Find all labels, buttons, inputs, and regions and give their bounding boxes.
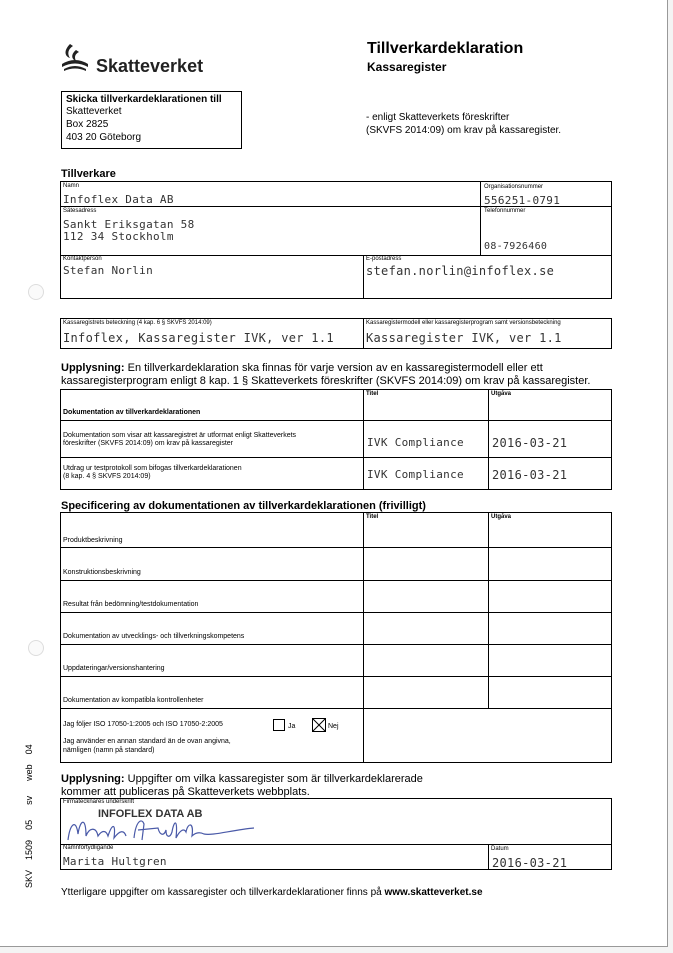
spec-row-label: Resultat från bedömning/testdokumentation	[63, 601, 199, 608]
handwritten-signature[interactable]	[62, 810, 262, 848]
info-note: kassaregisterprogram enligt 8 kap. 1 § Skatteverkets föreskrifter (SKVFS 2014:09) om krav på kassaregister.	[61, 375, 591, 387]
other-standard-text: nämligen (namn på standard)	[63, 747, 155, 754]
send-to-line: Skatteverket	[66, 106, 122, 117]
send-to-heading: Skicka tillverkardeklarationen till	[66, 94, 222, 105]
phone-field[interactable]: 08-7926460	[484, 241, 548, 252]
register-model-field[interactable]: Kassaregister IVK, ver 1.1	[366, 331, 562, 345]
register-designation-field[interactable]: Infoflex, Kassaregister IVK, ver 1.1	[63, 331, 334, 345]
form-subtitle: Kassaregister	[367, 60, 447, 74]
send-to-line: Box 2825	[66, 119, 109, 130]
specification-heading: Specificering av dokumentationen av tillverkardeklarationen (frivilligt)	[61, 500, 426, 512]
spec-row-label: Produktbeskrivning	[63, 537, 123, 544]
iso-no-checkbox[interactable]	[312, 718, 326, 732]
org-number-label: Organisationsnummer	[484, 184, 544, 190]
doc-row-edition-field[interactable]: 2016-03-21	[492, 468, 568, 482]
spec-row-label: Dokumentation av kompatibla kontrollenheter	[63, 697, 204, 704]
form-code: SKV 1509 05 sv web 04	[24, 744, 34, 888]
doc-row-title-field[interactable]: IVK Compliance	[367, 468, 464, 481]
spec-row-label: Uppdateringar/versionshantering	[63, 665, 165, 672]
website-link[interactable]: www.skatteverket.se	[384, 887, 483, 898]
name-label: Namn	[63, 183, 80, 189]
iso-statement: Jag följer ISO 17050-1:2005 och ISO 17050-2:2005	[63, 721, 223, 728]
address-label: Sätesadress	[63, 208, 97, 214]
spec-row-label: Konstruktionsbeskrivning	[63, 569, 141, 576]
documentation-heading: Dokumentation av tillverkardeklarationen	[63, 409, 201, 416]
company-stamp: INFOFLEX DATA AB	[98, 808, 203, 820]
edition-column-header: Utgåva	[491, 391, 512, 397]
form-title: Tillverkardeklaration	[367, 40, 524, 57]
contact-label: Kontaktperson	[63, 256, 102, 262]
send-to-line: 403 20 Göteborg	[66, 132, 142, 143]
email-label: E-postadress	[366, 256, 402, 262]
punch-hole	[28, 284, 44, 300]
doc-row-description: Dokumentation som visar att kassaregistret är utformat enligt Skatteverkets föreskrifter (SKVFS 2014:09) om krav på kassaregister	[63, 432, 297, 447]
send-to-box	[61, 91, 242, 149]
footer-note: Ytterligare uppgifter om kassaregister och tillverkardeklarationer finns på www.skatteverket.se	[61, 887, 483, 898]
regulation-note: (SKVFS 2014:09) om krav på kassaregister.	[366, 125, 562, 136]
iso-yes-checkbox[interactable]	[273, 719, 285, 731]
iso-yes-label: Ja	[288, 723, 296, 730]
publication-note: Upplysning: Uppgifter om vilka kassaregister som är tillverkardeklarerade	[61, 773, 423, 785]
other-standard-text: Jag använder en annan standard än de ovan angivna,	[63, 738, 231, 745]
publication-note: kommer att publiceras på Skatteverkets webbplats.	[61, 786, 310, 798]
doc-row-title-field[interactable]: IVK Compliance	[367, 436, 464, 449]
signatory-name-field[interactable]: Marita Hultgren	[63, 855, 167, 868]
signature-label: Firmatecknares underskrift	[63, 799, 135, 805]
manufacturer-heading: Tillverkare	[61, 168, 116, 180]
org-number-field[interactable]: 556251-0791	[484, 194, 561, 207]
contact-person-field[interactable]: Stefan Norlin	[63, 264, 153, 277]
title-column-header: Titel	[366, 514, 379, 520]
model-label: Kassaregistermodell eller kassaregisterprogram samt versionsbeteckning	[366, 320, 561, 326]
phone-label: Telefonnummer	[484, 208, 526, 214]
date-field[interactable]: 2016-03-21	[492, 856, 568, 870]
designation-label: Kassaregistrets beteckning (4 kap. 6 § SKVFS 2014:09)	[63, 320, 212, 326]
brand-name: Skatteverket	[96, 56, 204, 76]
email-field[interactable]: stefan.norlin@infoflex.se	[366, 264, 555, 278]
regulation-note: - enligt Skatteverkets föreskrifter	[366, 112, 510, 123]
edition-column-header: Utgåva	[491, 514, 512, 520]
address-line2-field[interactable]: 112 34 Stockholm	[63, 230, 174, 243]
punch-hole	[28, 640, 44, 656]
title-column-header: Titel	[366, 391, 379, 397]
company-name-field[interactable]: Infoflex Data AB	[63, 193, 174, 206]
spec-row-label: Dokumentation av utvecklings- och tillverkningskompetens	[63, 633, 245, 640]
iso-no-label: Nej	[328, 723, 339, 730]
info-note: Upplysning: En tillverkardeklaration ska finnas för varje version av en kassaregistermodell eller ett	[61, 362, 543, 374]
doc-row-edition-field[interactable]: 2016-03-21	[492, 436, 568, 450]
skatteverket-crown-icon	[60, 42, 90, 74]
address-line1-field[interactable]: Sankt Eriksgatan 58	[63, 218, 195, 231]
clarification-label: Namnförtydligande	[63, 845, 114, 851]
date-label: Datum	[491, 846, 509, 852]
doc-row-description: Utdrag ur testprotokoll som bifogas tillverkardeklarationen (8 kap. 4 § SKVFS 2014:09)	[63, 465, 242, 480]
